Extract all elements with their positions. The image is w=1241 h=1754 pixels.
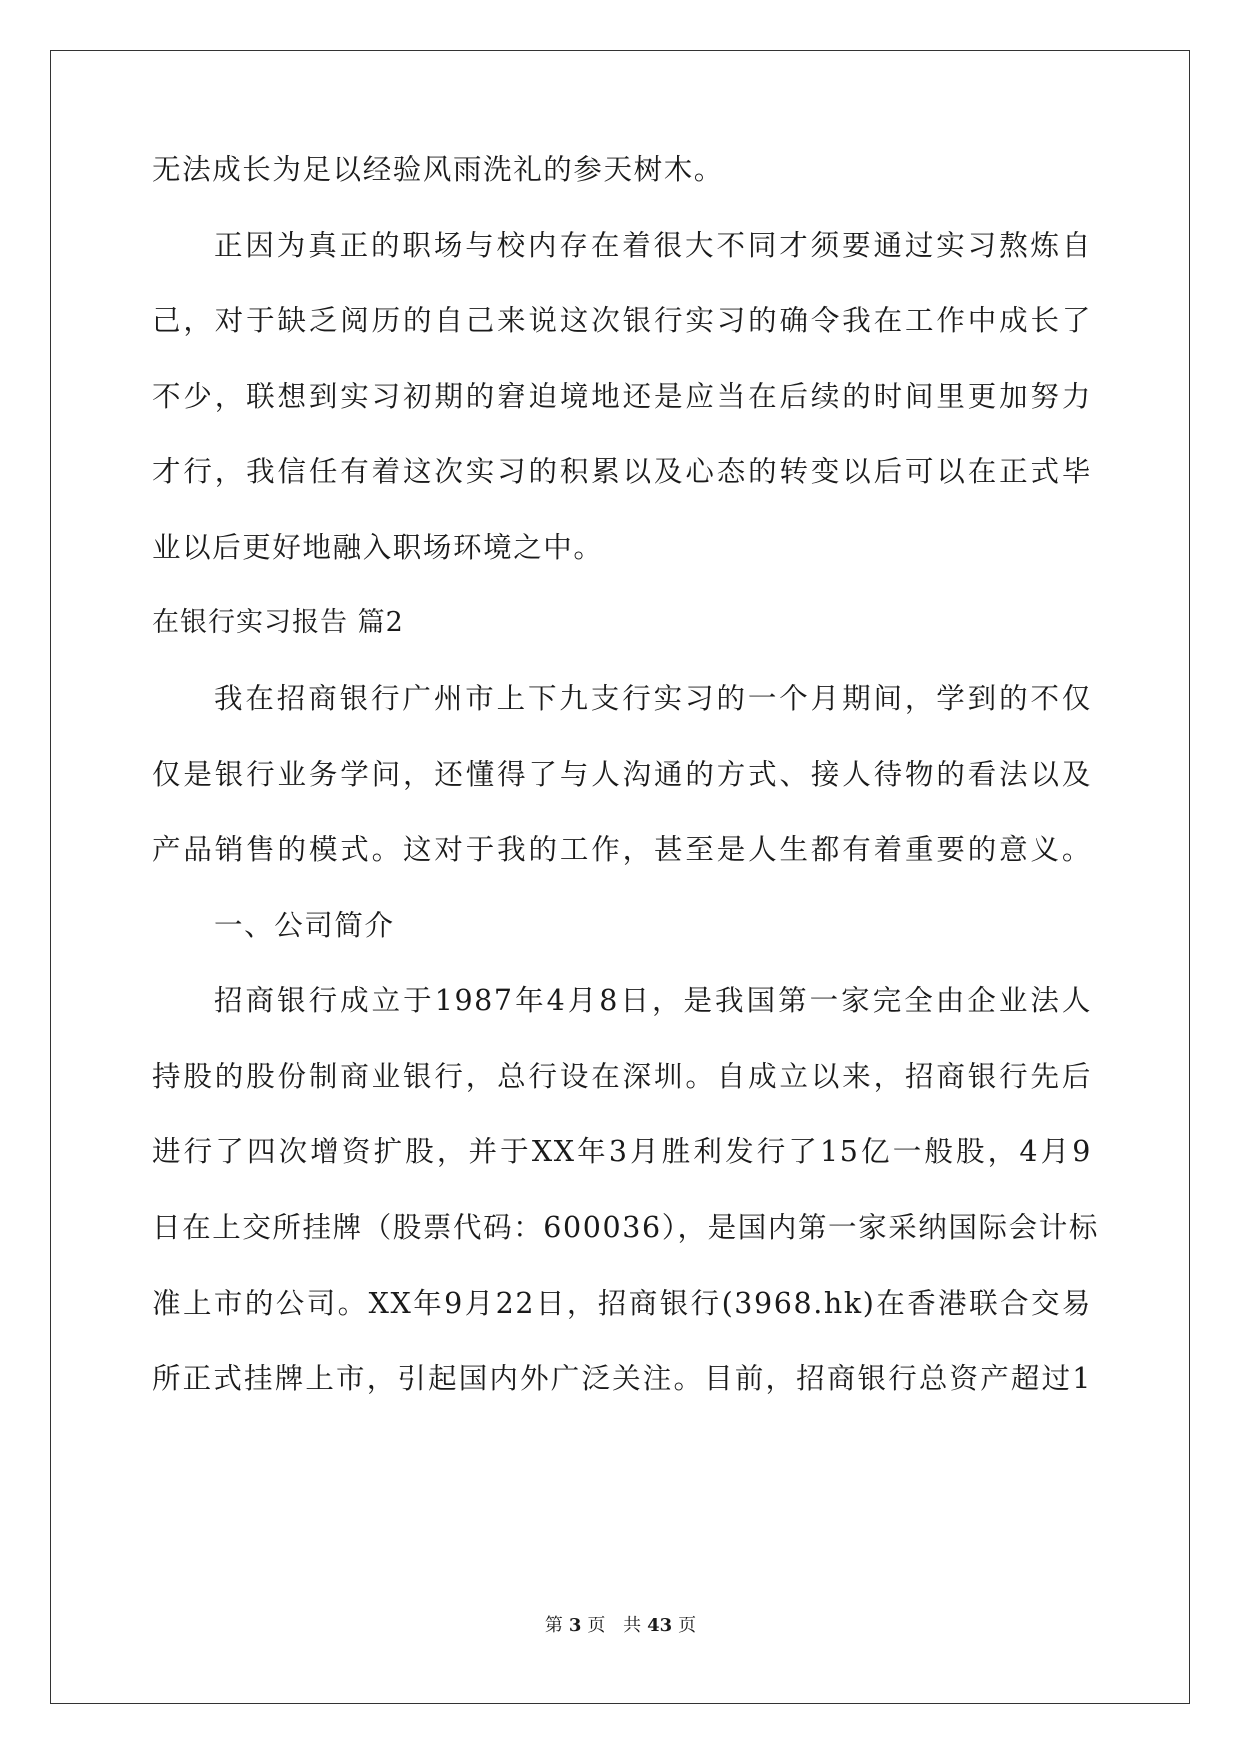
page-number: 第 3 页 <box>544 1615 606 1636</box>
text-line: 才行，我信任有着这次实习的积累以及心态的转变以后可以在正式毕 <box>152 455 1092 488</box>
text-line: 所正式挂牌上市，引起国内外广泛关注。目前，招商银行总资产超过1 <box>152 1362 1092 1395</box>
text-line: 日在上交所挂牌（股票代码：600036），是国内第一家采纳国际会计标 <box>152 1211 1099 1244</box>
text-line: 己，对于缺乏阅历的自己来说这次银行实习的确令我在工作中成长了 <box>152 304 1092 337</box>
subsection-heading: 一、公司简介 <box>214 909 395 942</box>
text-line: 我在招商银行广州市上下九支行实习的一个月期间，学到的不仅 <box>214 682 1092 715</box>
text-line: 招商银行成立于1987年4月8日，是我国第一家完全由企业法人 <box>214 984 1092 1017</box>
text-line: 准上市的公司。XX年9月22日，招商银行(3968.hk)在香港联合交易 <box>152 1287 1092 1320</box>
text-line: 正因为真正的职场与校内存在着很大不同才须要通过实习熬炼自 <box>214 229 1092 262</box>
text-line: 无法成长为足以经验风雨洗礼的参天树木。 <box>152 153 724 186</box>
text-line: 产品销售的模式。这对于我的工作，甚至是人生都有着重要的意义。 <box>152 833 1092 866</box>
text-line: 持股的股份制商业银行，总行设在深圳。自成立以来，招商银行先后 <box>152 1060 1092 1093</box>
page-border <box>50 50 1190 1704</box>
text-line: 进行了四次增资扩股，并于XX年3月胜利发行了15亿一般股，4月9 <box>152 1135 1092 1168</box>
text-line: 不少，联想到实习初期的窘迫境地还是应当在后续的时间里更加努力 <box>152 380 1092 413</box>
page-footer <box>0 1614 1241 1638</box>
text-line: 业以后更好地融入职场环境之中。 <box>152 531 604 564</box>
section-heading: 在银行实习报告 篇2 <box>152 607 404 638</box>
text-line: 仅是银行业务学问，还懂得了与人沟通的方式、接人待物的看法以及 <box>152 758 1092 791</box>
page-total: 共 43 页 <box>623 1615 697 1636</box>
